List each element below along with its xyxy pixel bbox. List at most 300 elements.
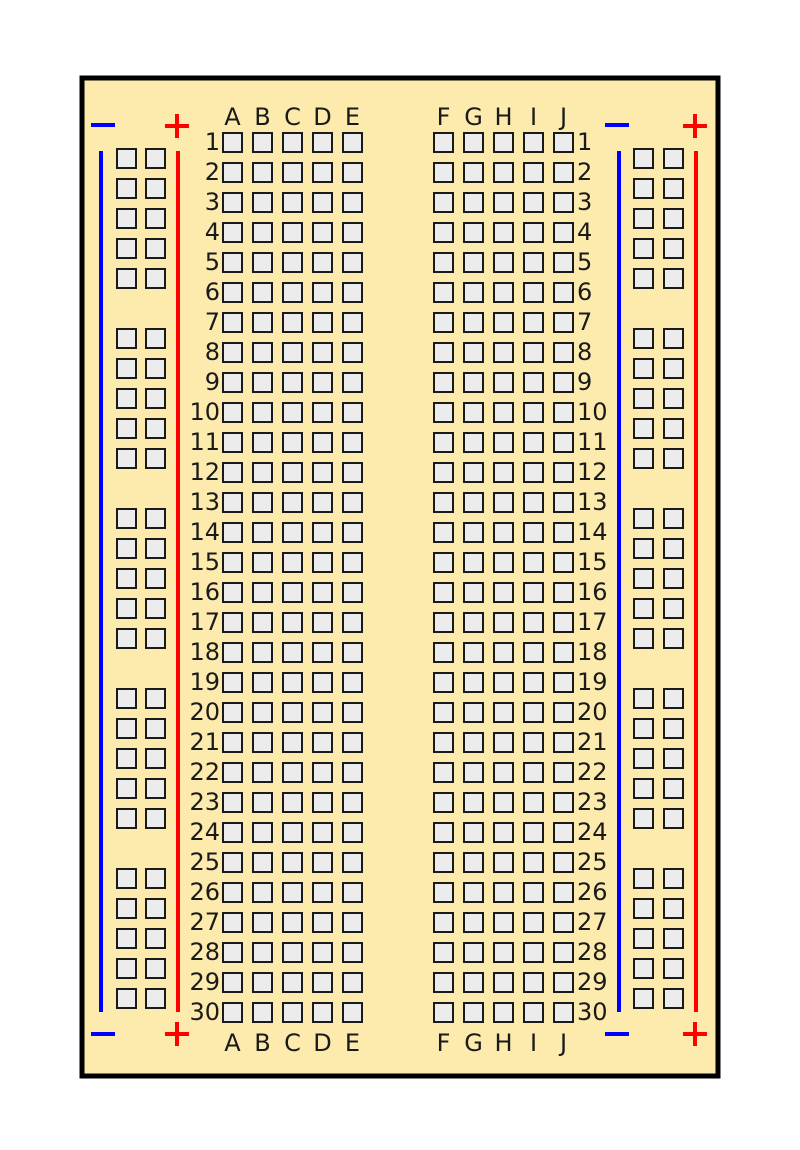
hole-d11[interactable] [313,433,332,452]
hole-i19[interactable] [524,673,543,692]
hole-c2[interactable] [283,163,302,182]
hole-a18[interactable] [223,643,242,662]
hole-j26[interactable] [554,883,573,902]
hole-h17[interactable] [494,613,513,632]
hole-e11[interactable] [343,433,362,452]
hole-d12[interactable] [313,463,332,482]
hole-i26[interactable] [524,883,543,902]
power-rail-hole-left-25[interactable] [117,569,136,588]
hole-e23[interactable] [343,793,362,812]
hole-h11[interactable] [494,433,513,452]
power-rail-hole-left-41[interactable] [117,869,136,888]
power-rail-hole-right-3[interactable] [634,179,653,198]
hole-i11[interactable] [524,433,543,452]
hole-a15[interactable] [223,553,242,572]
power-rail-hole-left-38[interactable] [146,779,165,798]
hole-j28[interactable] [554,943,573,962]
hole-h5[interactable] [494,253,513,272]
hole-j23[interactable] [554,793,573,812]
hole-i16[interactable] [524,583,543,602]
hole-e19[interactable] [343,673,362,692]
hole-g20[interactable] [464,703,483,722]
hole-j11[interactable] [554,433,573,452]
hole-h23[interactable] [494,793,513,812]
hole-j29[interactable] [554,973,573,992]
hole-g15[interactable] [464,553,483,572]
hole-i1[interactable] [524,133,543,152]
power-rail-hole-right-31[interactable] [634,689,653,708]
hole-d22[interactable] [313,763,332,782]
hole-g1[interactable] [464,133,483,152]
hole-b13[interactable] [253,493,272,512]
hole-h28[interactable] [494,943,513,962]
hole-i10[interactable] [524,403,543,422]
hole-a7[interactable] [223,313,242,332]
hole-g30[interactable] [464,1003,483,1022]
hole-f10[interactable] [434,403,453,422]
hole-i23[interactable] [524,793,543,812]
power-rail-hole-right-47[interactable] [634,959,653,978]
hole-g4[interactable] [464,223,483,242]
power-rail-hole-left-46[interactable] [146,929,165,948]
hole-c14[interactable] [283,523,302,542]
power-rail-hole-left-3[interactable] [117,179,136,198]
hole-h9[interactable] [494,373,513,392]
hole-e8[interactable] [343,343,362,362]
hole-c4[interactable] [283,223,302,242]
power-rail-hole-right-44[interactable] [664,899,683,918]
hole-b4[interactable] [253,223,272,242]
power-rail-hole-right-15[interactable] [634,389,653,408]
hole-i15[interactable] [524,553,543,572]
hole-j16[interactable] [554,583,573,602]
hole-e9[interactable] [343,373,362,392]
power-rail-hole-left-50[interactable] [146,989,165,1008]
hole-h24[interactable] [494,823,513,842]
hole-c8[interactable] [283,343,302,362]
power-rail-hole-right-8[interactable] [664,239,683,258]
power-rail-hole-left-14[interactable] [146,359,165,378]
power-rail-hole-left-1[interactable] [117,149,136,168]
hole-h20[interactable] [494,703,513,722]
hole-f2[interactable] [434,163,453,182]
hole-c24[interactable] [283,823,302,842]
hole-e21[interactable] [343,733,362,752]
hole-d15[interactable] [313,553,332,572]
power-rail-hole-left-12[interactable] [146,329,165,348]
hole-a12[interactable] [223,463,242,482]
hole-i3[interactable] [524,193,543,212]
hole-f15[interactable] [434,553,453,572]
hole-i7[interactable] [524,313,543,332]
hole-c1[interactable] [283,133,302,152]
power-rail-hole-left-17[interactable] [117,419,136,438]
hole-d17[interactable] [313,613,332,632]
power-rail-hole-left-2[interactable] [146,149,165,168]
power-rail-hole-right-48[interactable] [664,959,683,978]
power-rail-hole-left-34[interactable] [146,719,165,738]
power-rail-hole-right-36[interactable] [664,749,683,768]
hole-a4[interactable] [223,223,242,242]
hole-d21[interactable] [313,733,332,752]
hole-g28[interactable] [464,943,483,962]
hole-h18[interactable] [494,643,513,662]
power-rail-hole-left-40[interactable] [146,809,165,828]
hole-j25[interactable] [554,853,573,872]
hole-b9[interactable] [253,373,272,392]
hole-f26[interactable] [434,883,453,902]
hole-j10[interactable] [554,403,573,422]
hole-d14[interactable] [313,523,332,542]
hole-e18[interactable] [343,643,362,662]
power-rail-hole-right-4[interactable] [664,179,683,198]
hole-b2[interactable] [253,163,272,182]
hole-a8[interactable] [223,343,242,362]
hole-c19[interactable] [283,673,302,692]
hole-f22[interactable] [434,763,453,782]
hole-c15[interactable] [283,553,302,572]
hole-f3[interactable] [434,193,453,212]
hole-f21[interactable] [434,733,453,752]
hole-j27[interactable] [554,913,573,932]
power-rail-hole-left-18[interactable] [146,419,165,438]
hole-a16[interactable] [223,583,242,602]
hole-h27[interactable] [494,913,513,932]
hole-b20[interactable] [253,703,272,722]
hole-j30[interactable] [554,1003,573,1022]
power-rail-hole-right-34[interactable] [664,719,683,738]
hole-c17[interactable] [283,613,302,632]
hole-i9[interactable] [524,373,543,392]
hole-j4[interactable] [554,223,573,242]
hole-d7[interactable] [313,313,332,332]
hole-h19[interactable] [494,673,513,692]
power-rail-hole-left-8[interactable] [146,239,165,258]
hole-b8[interactable] [253,343,272,362]
hole-i17[interactable] [524,613,543,632]
hole-g6[interactable] [464,283,483,302]
power-rail-hole-right-6[interactable] [664,209,683,228]
hole-a23[interactable] [223,793,242,812]
hole-f4[interactable] [434,223,453,242]
hole-a22[interactable] [223,763,242,782]
hole-c16[interactable] [283,583,302,602]
power-rail-hole-left-26[interactable] [146,569,165,588]
hole-j17[interactable] [554,613,573,632]
hole-f16[interactable] [434,583,453,602]
power-rail-hole-right-35[interactable] [634,749,653,768]
hole-i20[interactable] [524,703,543,722]
hole-d10[interactable] [313,403,332,422]
hole-j6[interactable] [554,283,573,302]
hole-a30[interactable] [223,1003,242,1022]
hole-i22[interactable] [524,763,543,782]
hole-c28[interactable] [283,943,302,962]
hole-b6[interactable] [253,283,272,302]
hole-e17[interactable] [343,613,362,632]
hole-b14[interactable] [253,523,272,542]
hole-j1[interactable] [554,133,573,152]
hole-e20[interactable] [343,703,362,722]
hole-c3[interactable] [283,193,302,212]
hole-j3[interactable] [554,193,573,212]
power-rail-hole-left-24[interactable] [146,539,165,558]
hole-g29[interactable] [464,973,483,992]
hole-h22[interactable] [494,763,513,782]
power-rail-hole-right-30[interactable] [664,629,683,648]
hole-g23[interactable] [464,793,483,812]
hole-d19[interactable] [313,673,332,692]
hole-f11[interactable] [434,433,453,452]
power-rail-hole-right-40[interactable] [664,809,683,828]
hole-j21[interactable] [554,733,573,752]
hole-a24[interactable] [223,823,242,842]
hole-i21[interactable] [524,733,543,752]
hole-f8[interactable] [434,343,453,362]
hole-f9[interactable] [434,373,453,392]
power-rail-hole-right-42[interactable] [664,869,683,888]
hole-a19[interactable] [223,673,242,692]
hole-f17[interactable] [434,613,453,632]
hole-d8[interactable] [313,343,332,362]
hole-g5[interactable] [464,253,483,272]
hole-e1[interactable] [343,133,362,152]
hole-g9[interactable] [464,373,483,392]
hole-g12[interactable] [464,463,483,482]
hole-i5[interactable] [524,253,543,272]
hole-b11[interactable] [253,433,272,452]
hole-h3[interactable] [494,193,513,212]
hole-f30[interactable] [434,1003,453,1022]
hole-d4[interactable] [313,223,332,242]
hole-e10[interactable] [343,403,362,422]
power-rail-hole-left-23[interactable] [117,539,136,558]
hole-g24[interactable] [464,823,483,842]
hole-c5[interactable] [283,253,302,272]
hole-a9[interactable] [223,373,242,392]
power-rail-hole-right-13[interactable] [634,359,653,378]
hole-a3[interactable] [223,193,242,212]
hole-a27[interactable] [223,913,242,932]
power-rail-hole-left-22[interactable] [146,509,165,528]
hole-c29[interactable] [283,973,302,992]
hole-d28[interactable] [313,943,332,962]
hole-b18[interactable] [253,643,272,662]
hole-f25[interactable] [434,853,453,872]
hole-g10[interactable] [464,403,483,422]
hole-f20[interactable] [434,703,453,722]
power-rail-hole-left-7[interactable] [117,239,136,258]
power-rail-hole-left-33[interactable] [117,719,136,738]
hole-g16[interactable] [464,583,483,602]
power-rail-hole-left-16[interactable] [146,389,165,408]
hole-j12[interactable] [554,463,573,482]
hole-a13[interactable] [223,493,242,512]
hole-c22[interactable] [283,763,302,782]
hole-h7[interactable] [494,313,513,332]
hole-d27[interactable] [313,913,332,932]
hole-h8[interactable] [494,343,513,362]
power-rail-hole-left-10[interactable] [146,269,165,288]
hole-j20[interactable] [554,703,573,722]
hole-a10[interactable] [223,403,242,422]
power-rail-hole-right-2[interactable] [664,149,683,168]
power-rail-hole-right-25[interactable] [634,569,653,588]
hole-e26[interactable] [343,883,362,902]
power-rail-hole-right-9[interactable] [634,269,653,288]
hole-d1[interactable] [313,133,332,152]
power-rail-hole-right-33[interactable] [634,719,653,738]
power-rail-hole-left-49[interactable] [117,989,136,1008]
power-rail-hole-right-1[interactable] [634,149,653,168]
hole-j24[interactable] [554,823,573,842]
power-rail-hole-left-15[interactable] [117,389,136,408]
power-rail-hole-left-19[interactable] [117,449,136,468]
hole-g19[interactable] [464,673,483,692]
hole-d23[interactable] [313,793,332,812]
hole-c20[interactable] [283,703,302,722]
hole-b3[interactable] [253,193,272,212]
hole-b24[interactable] [253,823,272,842]
hole-i29[interactable] [524,973,543,992]
hole-i8[interactable] [524,343,543,362]
hole-e29[interactable] [343,973,362,992]
hole-c10[interactable] [283,403,302,422]
hole-i12[interactable] [524,463,543,482]
hole-g7[interactable] [464,313,483,332]
hole-a17[interactable] [223,613,242,632]
hole-c7[interactable] [283,313,302,332]
power-rail-hole-right-5[interactable] [634,209,653,228]
hole-e22[interactable] [343,763,362,782]
hole-g21[interactable] [464,733,483,752]
power-rail-hole-right-22[interactable] [664,509,683,528]
hole-f23[interactable] [434,793,453,812]
hole-a11[interactable] [223,433,242,452]
power-rail-hole-left-39[interactable] [117,809,136,828]
hole-c9[interactable] [283,373,302,392]
hole-e6[interactable] [343,283,362,302]
power-rail-hole-left-42[interactable] [146,869,165,888]
hole-j5[interactable] [554,253,573,272]
hole-g18[interactable] [464,643,483,662]
power-rail-hole-right-14[interactable] [664,359,683,378]
hole-a5[interactable] [223,253,242,272]
power-rail-hole-right-11[interactable] [634,329,653,348]
hole-a29[interactable] [223,973,242,992]
hole-g8[interactable] [464,343,483,362]
hole-e27[interactable] [343,913,362,932]
hole-h25[interactable] [494,853,513,872]
hole-f14[interactable] [434,523,453,542]
power-rail-hole-left-6[interactable] [146,209,165,228]
hole-j2[interactable] [554,163,573,182]
power-rail-hole-right-12[interactable] [664,329,683,348]
power-rail-hole-left-9[interactable] [117,269,136,288]
hole-i27[interactable] [524,913,543,932]
hole-d3[interactable] [313,193,332,212]
hole-h1[interactable] [494,133,513,152]
hole-f1[interactable] [434,133,453,152]
power-rail-hole-left-29[interactable] [117,629,136,648]
power-rail-hole-left-5[interactable] [117,209,136,228]
power-rail-hole-left-35[interactable] [117,749,136,768]
hole-c18[interactable] [283,643,302,662]
hole-g25[interactable] [464,853,483,872]
hole-f18[interactable] [434,643,453,662]
power-rail-hole-right-46[interactable] [664,929,683,948]
power-rail-hole-right-27[interactable] [634,599,653,618]
hole-d30[interactable] [313,1003,332,1022]
hole-h16[interactable] [494,583,513,602]
hole-f13[interactable] [434,493,453,512]
hole-i25[interactable] [524,853,543,872]
hole-b21[interactable] [253,733,272,752]
power-rail-hole-left-32[interactable] [146,689,165,708]
power-rail-hole-right-20[interactable] [664,449,683,468]
power-rail-hole-left-13[interactable] [117,359,136,378]
power-rail-hole-right-45[interactable] [634,929,653,948]
hole-e13[interactable] [343,493,362,512]
power-rail-hole-right-21[interactable] [634,509,653,528]
hole-h15[interactable] [494,553,513,572]
hole-j9[interactable] [554,373,573,392]
hole-d29[interactable] [313,973,332,992]
hole-b15[interactable] [253,553,272,572]
power-rail-hole-left-11[interactable] [117,329,136,348]
hole-e24[interactable] [343,823,362,842]
hole-f19[interactable] [434,673,453,692]
hole-b25[interactable] [253,853,272,872]
hole-f28[interactable] [434,943,453,962]
hole-a1[interactable] [223,133,242,152]
hole-b1[interactable] [253,133,272,152]
hole-g14[interactable] [464,523,483,542]
hole-f12[interactable] [434,463,453,482]
power-rail-hole-right-50[interactable] [664,989,683,1008]
hole-d2[interactable] [313,163,332,182]
hole-h2[interactable] [494,163,513,182]
power-rail-hole-left-30[interactable] [146,629,165,648]
hole-j19[interactable] [554,673,573,692]
hole-b29[interactable] [253,973,272,992]
hole-d5[interactable] [313,253,332,272]
hole-b30[interactable] [253,1003,272,1022]
power-rail-hole-right-18[interactable] [664,419,683,438]
hole-e4[interactable] [343,223,362,242]
power-rail-hole-right-16[interactable] [664,389,683,408]
hole-j14[interactable] [554,523,573,542]
hole-e7[interactable] [343,313,362,332]
hole-b7[interactable] [253,313,272,332]
power-rail-hole-right-29[interactable] [634,629,653,648]
hole-a28[interactable] [223,943,242,962]
power-rail-hole-right-37[interactable] [634,779,653,798]
hole-c13[interactable] [283,493,302,512]
hole-d13[interactable] [313,493,332,512]
hole-c27[interactable] [283,913,302,932]
power-rail-hole-right-17[interactable] [634,419,653,438]
hole-g2[interactable] [464,163,483,182]
power-rail-hole-right-10[interactable] [664,269,683,288]
power-rail-hole-right-19[interactable] [634,449,653,468]
hole-a20[interactable] [223,703,242,722]
hole-d16[interactable] [313,583,332,602]
hole-h13[interactable] [494,493,513,512]
hole-d9[interactable] [313,373,332,392]
hole-b5[interactable] [253,253,272,272]
hole-h21[interactable] [494,733,513,752]
